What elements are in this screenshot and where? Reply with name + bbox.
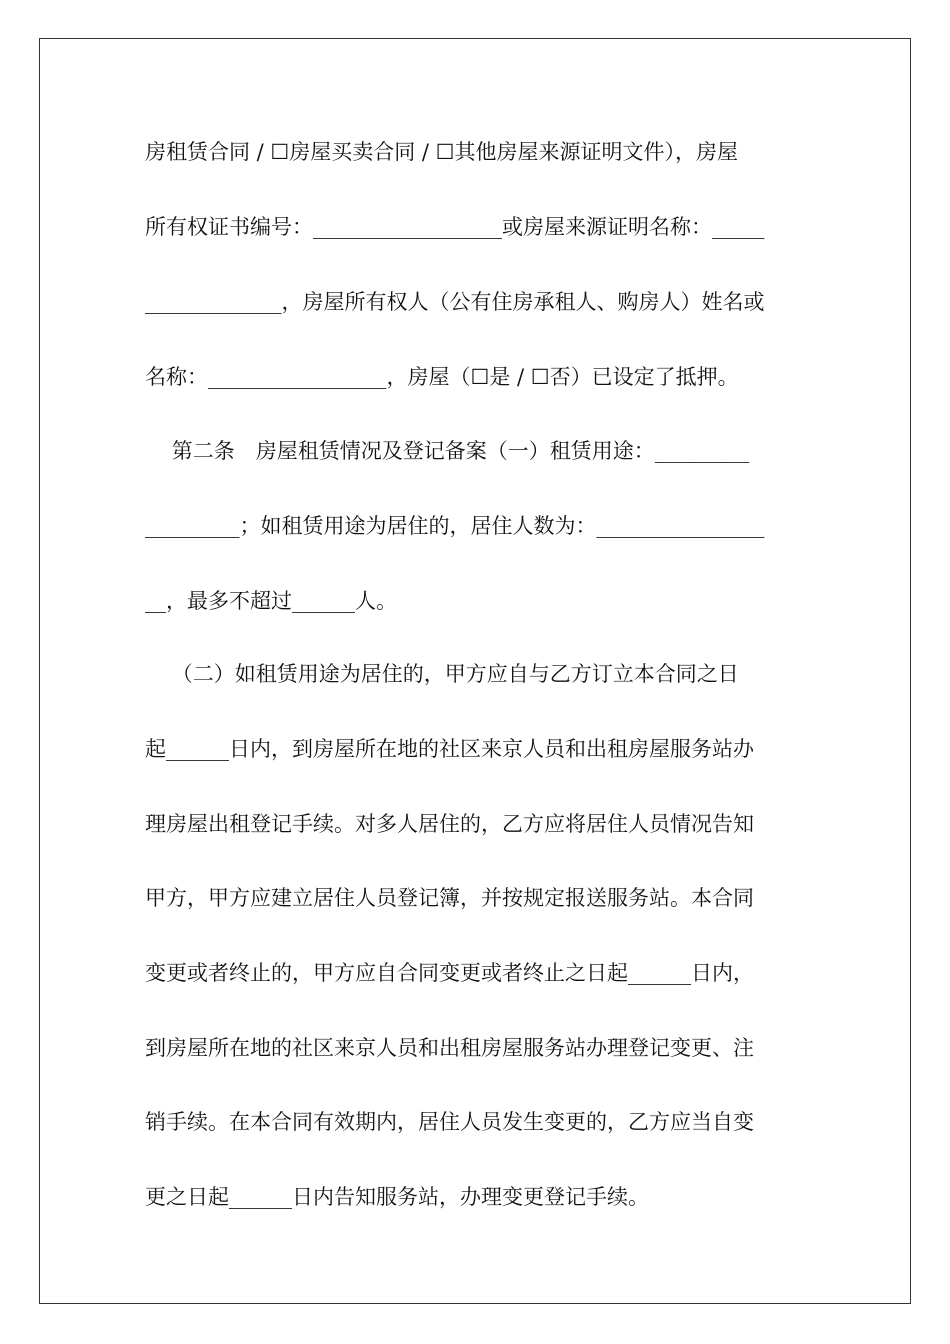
text-line: _____________，房屋所有权人（公有住房承租人、购房人）姓名或: [145, 290, 765, 314]
text-line: 名称：_________________，房屋（☐是 / ☐否）已设定了抵押。: [145, 365, 739, 389]
text-line: _________；如租赁用途为居住的，居住人数为：________________: [145, 514, 765, 538]
text-line: 销手续。在本合同有效期内，居住人员发生变更的，乙方应当自变: [145, 1110, 754, 1134]
text-line: 房租赁合同 / ☐房屋买卖合同 / ☐其他房屋来源证明文件），房屋: [145, 140, 739, 164]
text-line: 第二条 房屋租赁情况及登记备案（一）租赁用途：_________: [145, 439, 750, 463]
text-line: 到房屋所在地的社区来京人员和出租房屋服务站办理登记变更、注: [145, 1036, 754, 1060]
text-line: （二）如租赁用途为居住的，甲方应自与乙方订立本合同之日: [145, 662, 739, 686]
text-line: 所有权证书编号：__________________或房屋来源证明名称：_____: [145, 215, 765, 239]
text-line: 理房屋出租登记手续。对多人居住的，乙方应将居住人员情况告知: [145, 812, 754, 836]
text-line: 起______日内，到房屋所在地的社区来京人员和出租房屋服务站办: [145, 737, 754, 761]
text-line: 甲方，甲方应建立居住人员登记簿，并按规定报送服务站。本合同: [145, 886, 754, 910]
text-line: 更之日起______日内告知服务站，办理变更登记手续。: [145, 1185, 649, 1209]
text-line: __，最多不超过______人。: [145, 589, 397, 613]
text-line: 变更或者终止的，甲方应自合同变更或者终止之日起______日内，: [145, 961, 754, 985]
